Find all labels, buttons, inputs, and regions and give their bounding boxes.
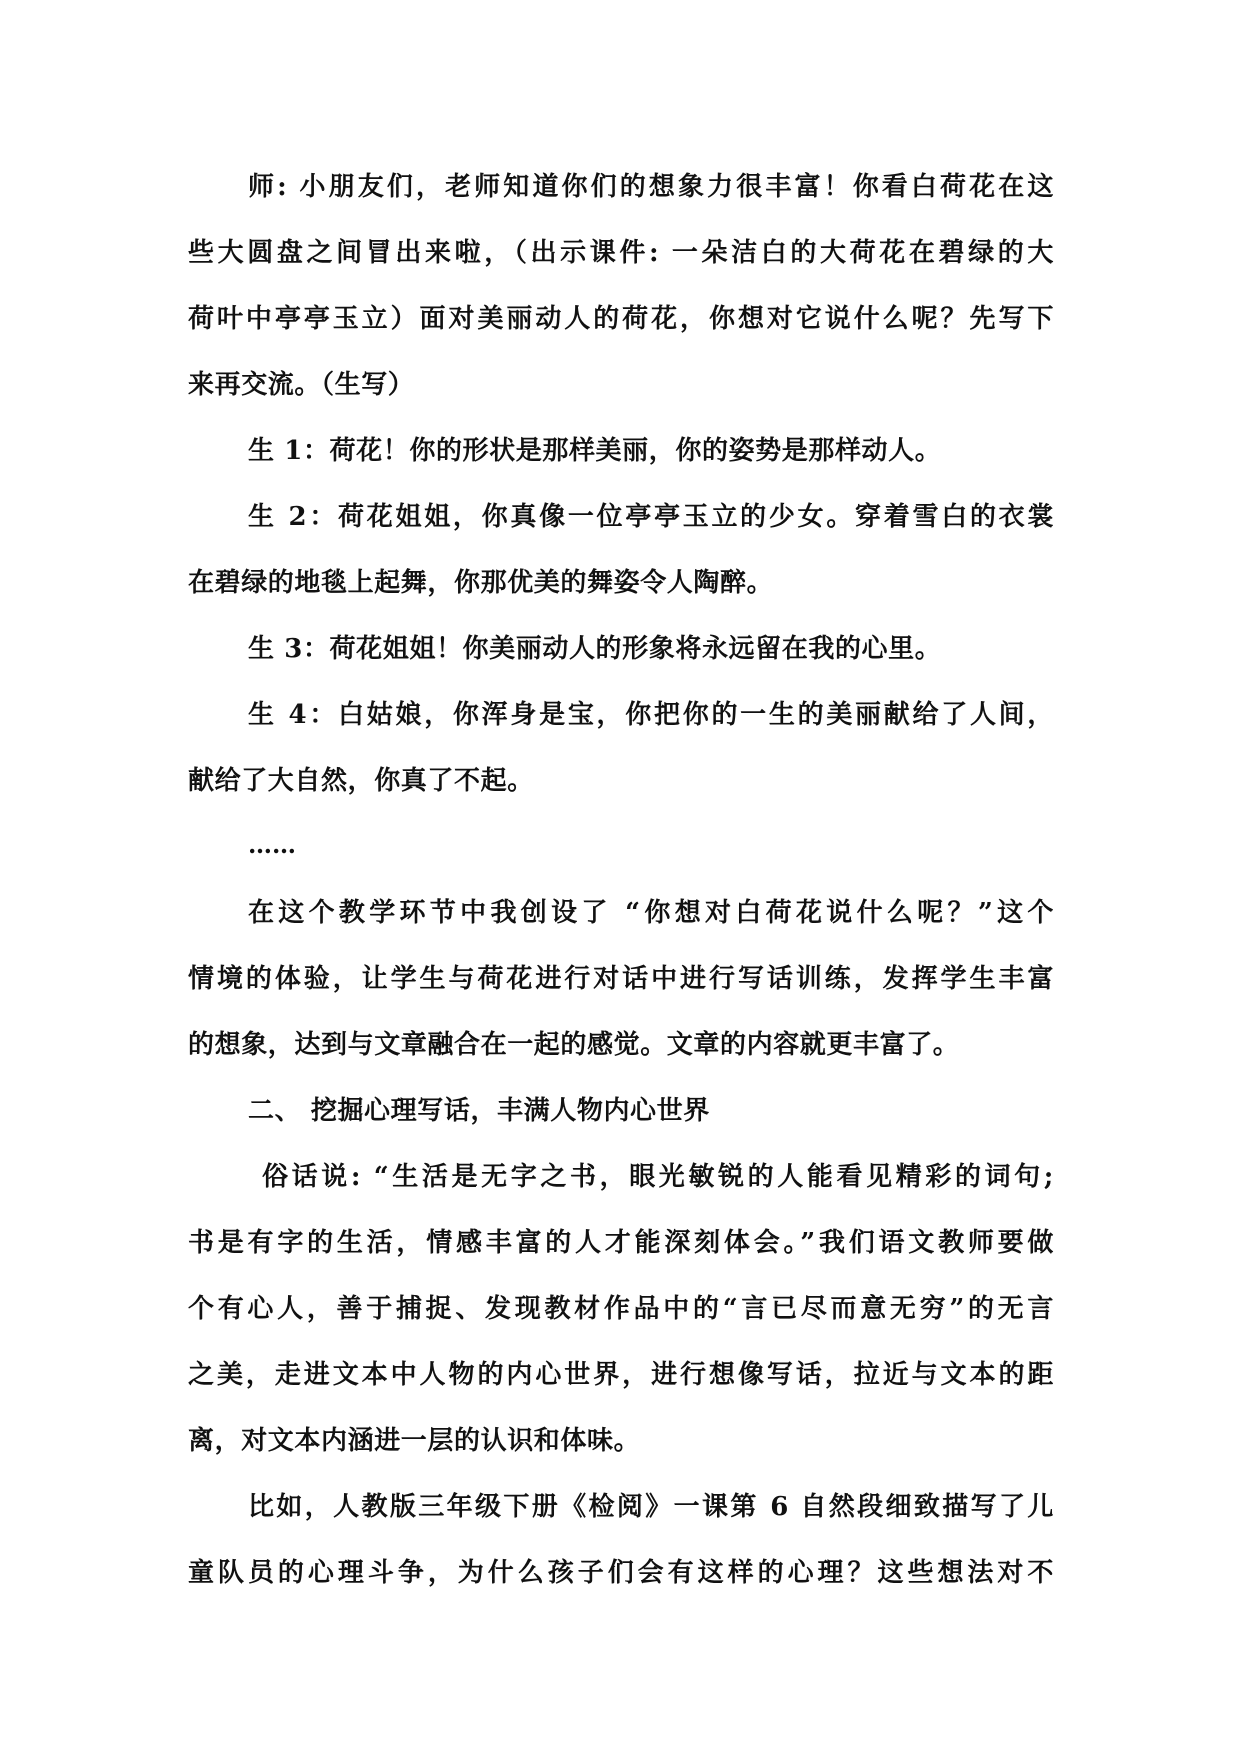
paragraph-line: 来再交流。（生写） xyxy=(188,370,415,400)
paragraph-line: 情境的体验，让学生与荷花进行对话中进行写话训练，发挥学生丰富 xyxy=(188,964,1054,994)
paragraph-line: 之美，走进文本中人物的内心世界，进行想像写话，拉近与文本的距 xyxy=(188,1360,1054,1390)
paragraph-line: 师: 小朋友们，老师知道你们的想象力很丰富！你看白荷花在这 xyxy=(248,172,1054,202)
paragraph-line: 的想象，达到与文章融合在一起的感觉。文章的内容就更丰富了。 xyxy=(188,1030,960,1060)
paragraph-line: 生 1：荷花！你的形状是那样美丽，你的姿势是那样动人。 xyxy=(248,436,942,466)
paragraph-line: 俗话说: “生活是无字之书，眼光敏锐的人能看见精彩的词句; xyxy=(262,1162,1054,1192)
paragraph-line: 些大圆盘之间冒出来啦，（出示课件: 一朵洁白的大荷花在碧绿的大 xyxy=(188,238,1054,268)
paragraph-line: 献给了大自然，你真了不起。 xyxy=(188,766,534,796)
ellipsis-line: …… xyxy=(248,830,296,859)
paragraph-line: 在碧绿的地毯上起舞，你那优美的舞姿令人陶醉。 xyxy=(188,568,774,598)
paragraph-line: 生 3：荷花姐姐！你美丽动人的形象将永远留在我的心里。 xyxy=(248,634,942,664)
paragraph-line: 生 4：白姑娘，你浑身是宝，你把你的一生的美丽献给了人间， xyxy=(248,700,1054,730)
paragraph-line: 童队员的心理斗争，为什么孩子们会有这样的心理？这些想法对不 xyxy=(188,1558,1054,1588)
paragraph-line: 生 2：荷花姐姐，你真像一位亭亭玉立的少女。穿着雪白的衣裳 xyxy=(248,502,1054,532)
paragraph-line: 荷叶中亭亭玉立）面对美丽动人的荷花，你想对它说什么呢？先写下 xyxy=(188,304,1054,334)
paragraph-line: 比如，人教版三年级下册《检阅》一课第 6 自然段细致描写了儿 xyxy=(248,1492,1054,1522)
paragraph-line: 离，对文本内涵进一层的认识和体味。 xyxy=(188,1426,641,1456)
paragraph-line: 在这个教学环节中我创设了 “你想对白荷花说什么呢？”这个 xyxy=(248,898,1054,928)
section-heading: 二、 挖掘心理写话，丰满人物内心世界 xyxy=(248,1096,710,1126)
paragraph-line: 书是有字的生活，情感丰富的人才能深刻体会。”我们语文教师要做 xyxy=(188,1228,1054,1258)
paragraph-line: 个有心人，善于捕捉、发现教材作品中的“言已尽而意无穷”的无言 xyxy=(188,1294,1054,1324)
